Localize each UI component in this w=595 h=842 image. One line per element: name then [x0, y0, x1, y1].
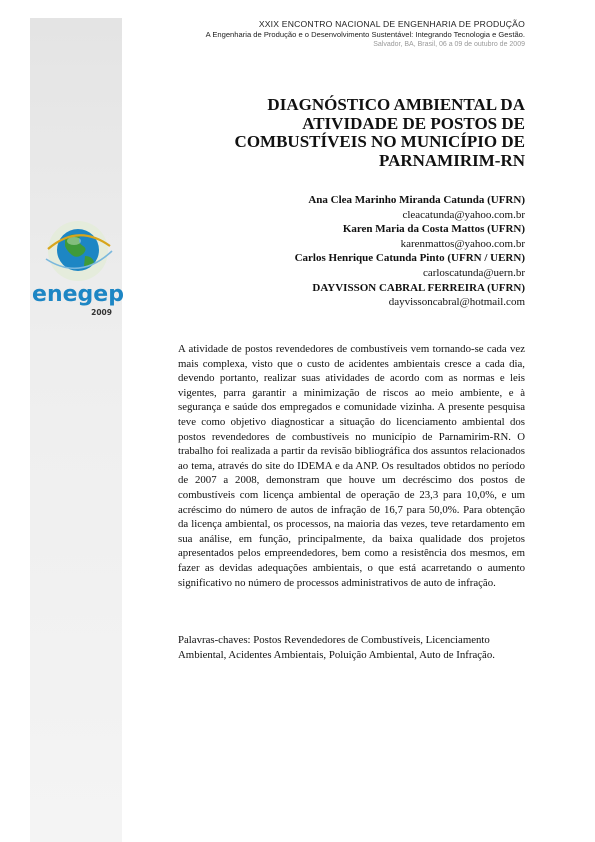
author-email: dayvissoncabral@hotmail.com [388, 296, 525, 309]
logo-year: 2009 [91, 308, 112, 317]
enegep-logo [32, 215, 124, 320]
globe-icon [46, 221, 112, 281]
author-name: DAYVISSON CABRAL FERREIRA (UFRN) [312, 281, 525, 294]
paper-title: DIAGNÓSTICO AMBIENTAL DA ATIVIDADE DE POSTOS DE COMBUSTÍVEIS NO MUNICÍPIO DE PARNAMIRIM-RN [234, 95, 525, 170]
author-name: Carlos Henrique Catunda Pinto (UFRN / UERN) [294, 252, 525, 265]
author-email: karenmattos@yahoo.com.br [400, 237, 525, 250]
conference-subtitle: A Engenharia de Produção e o Desenvolvimento Sustentável: Integrando Tecnologia e Gestão. [205, 30, 525, 39]
author-email: cleacatunda@yahoo.com.br [402, 208, 525, 221]
conference-location: Salvador, BA, Brasil, 06 a 09 de outubro de 2009 [373, 41, 525, 48]
logo-wordmark: enegep [32, 282, 124, 307]
page-sidebar [30, 18, 122, 842]
author-name: Ana Clea Marinho Miranda Catunda (UFRN) [308, 194, 525, 206]
conference-title: XXIX ENCONTRO NACIONAL DE ENGENHARIA DE PRODUÇÃO [258, 19, 525, 29]
author-email: carloscatunda@uern.br [422, 266, 525, 279]
abstract-text: A atividade de postos revendedores de combustíveis vem tornando-se cada vez mais complexa, visto que o custo de acidentes ambientais cresce a cada dia, devendo portanto, realizar suas atividades de acordo com as normas e leis vigentes, parra garantir a minimização de riscos ao meio ambiente, e à segurança e saúde dos empregados e comunidade vizinha. A presente pesquisa teve como objetivo diagnosticar a situação do licenciamento ambiental dos postos revendedores de combustíveis no município de Parnamirim-RN. O trabalho foi realizada a partir da revisão bibliográfica dos assuntos relacionados ao tema, através do site do IDEMA e da ANP. Os resultados obtidos no período de 2007 a 2008, demonstram que houve um decréscimo dos postos de combustíveis com licença ambiental de operação de 23,3 para 10,0%, e um acréscimo do número de autos de infração de 16,7 para 50,0%. Para obtenção da licença ambiental, os processos, na maioria das vezes, teve retardamento em sua análise, em função, principalmente, da baixa qualidade dos projetos apresentados pelos empreendedores, bem como a resistência dos mesmos, em fazer as devidas adequações ambientais, o que está acarretando o aumento significativo no número de processos administrativos de auto de infração. [178, 343, 525, 589]
author-name: Karen Maria da Costa Mattos (UFRN) [342, 223, 525, 236]
conference-header [206, 19, 525, 50]
keywords-text: Palavras-chaves: Postos Revendedores de Combustíveis, Licenciamento Ambiental, Acidentes Ambientais, Poluição Ambiental, Auto de Infração. [178, 634, 495, 661]
author-list [295, 193, 525, 310]
